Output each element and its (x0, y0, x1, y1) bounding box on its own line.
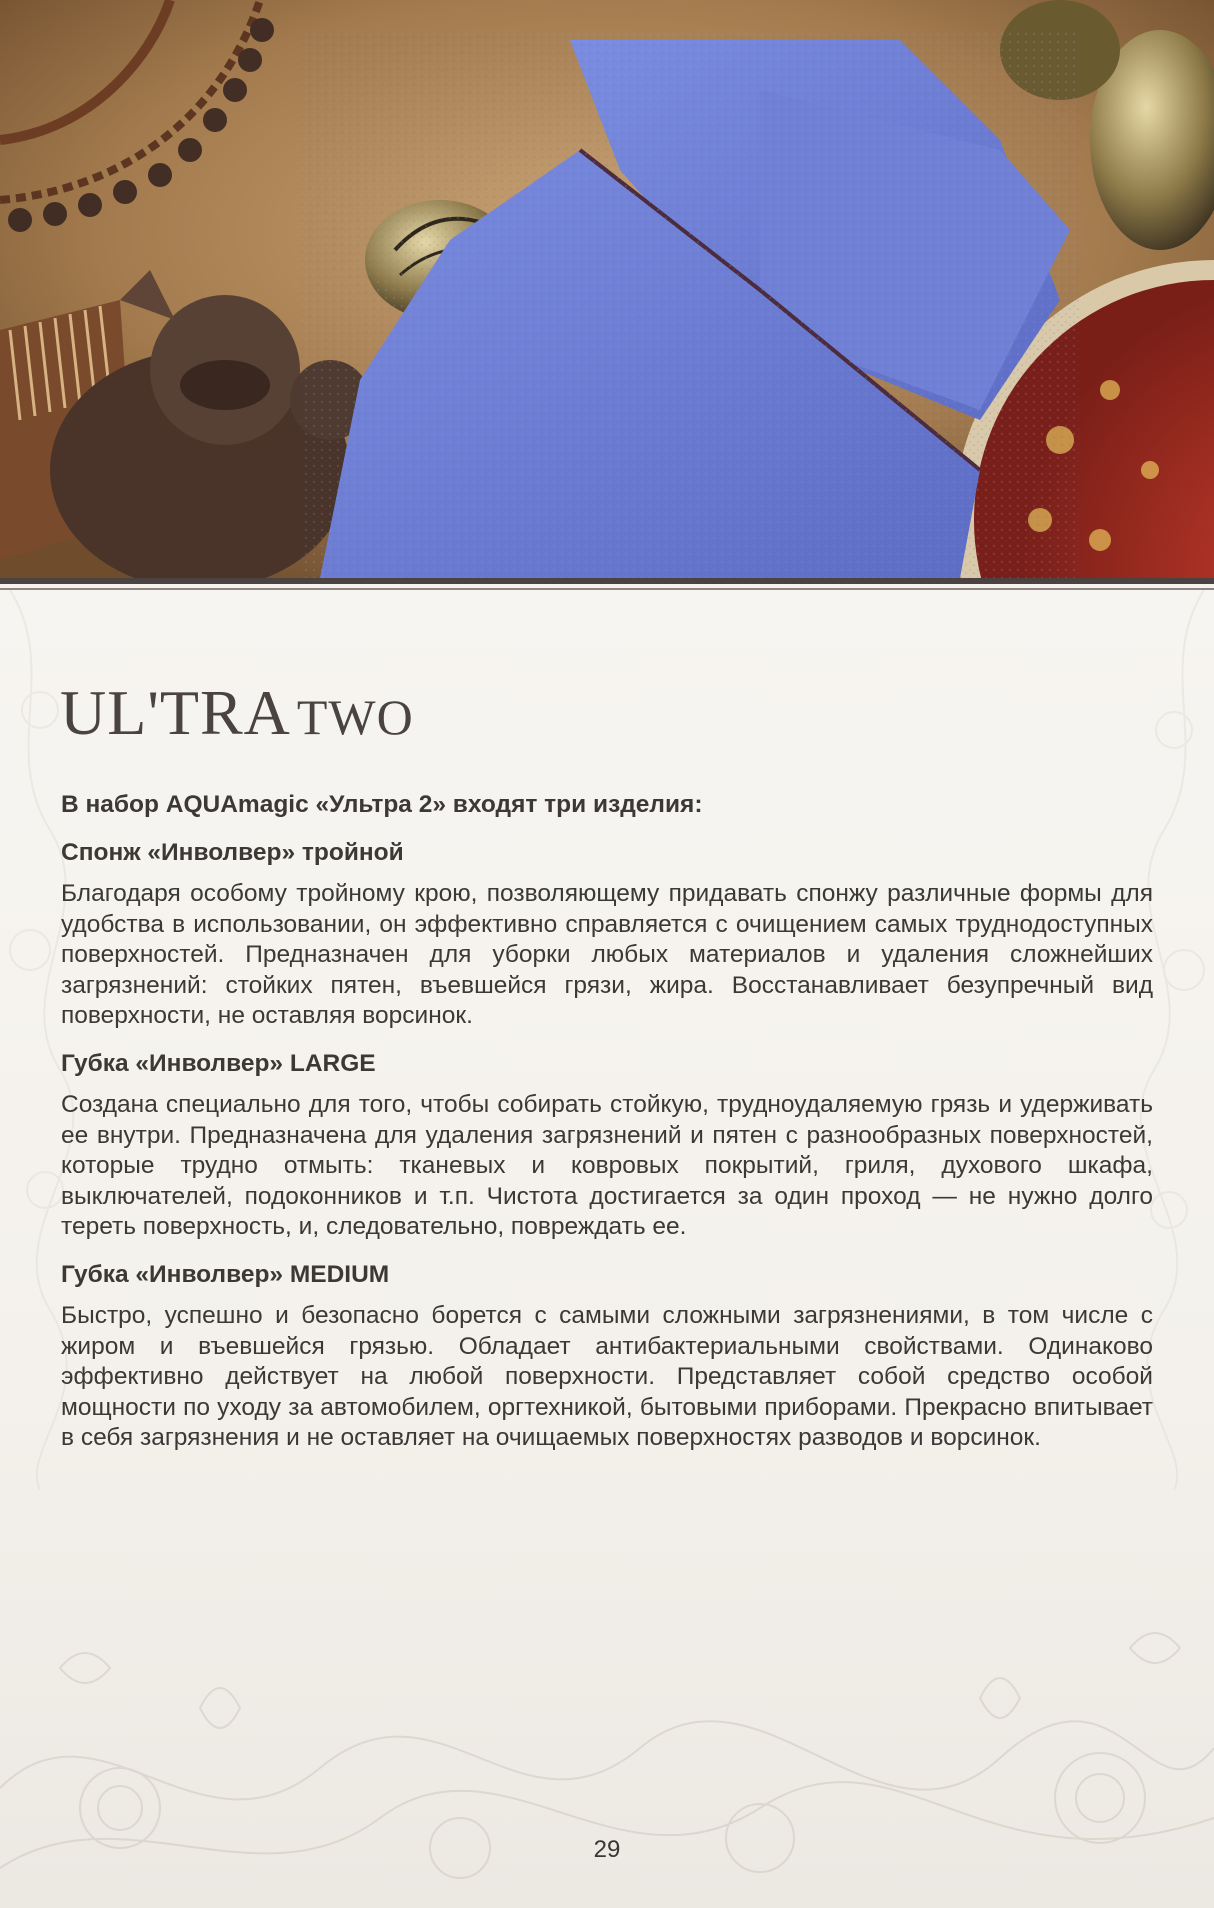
section-heading: Спонж «Инволвер» тройной (61, 838, 404, 866)
blue-sponge (300, 30, 1080, 578)
page-title (60, 676, 414, 750)
article-content (61, 790, 1153, 1471)
section-heading: Губка «Инволвер» MEDIUM (61, 1260, 390, 1288)
title-main: UL'TRA (60, 677, 291, 748)
hero-photo (0, 0, 1214, 578)
section-body: Быстро, успешно и безопасно борется с самыми сложными загрязнениями, в том числе с жиром и въевшейся грязью. Обладает антибактериальными свойствами. Одинаково эффективно действует на любой поверхности. Представляет собой средство особой мощности по уходу за автомобилем, оргтехникой, бытовыми приборами. Прекрасно впитывает в себя загрязнения и не оставляет на очищаемых поверхностях разводов и ворсинок. (61, 1302, 1153, 1451)
section-heading: Губка «Инволвер» LARGE (61, 1049, 376, 1077)
page-number: 29 (593, 1836, 621, 1863)
intro-text: В набор AQUAmagic «Ультра 2» входят три изделия: (61, 791, 703, 818)
section-body: Благодаря особому тройному крою, позволяющему придавать спонжу различные формы для удобства в использовании, он эффективно справляется с очищением самых труднодоступных поверхностей. Предназначен для уборки любых материалов и удаления сложнейших загрязнений: стойких пятен, въевшейся грязи, жира. Восстанавливает безупречный вид поверхности, не оставляя ворсинок. (61, 880, 1153, 1029)
header-divider (0, 578, 1214, 584)
section-body: Создана специально для того, чтобы собирать стойкую, трудноудаляемую грязь и удерживать ее внутри. Предназначена для удаления загрязнений и пятен с разнообразных поверхностей, которые трудно отмыть: тканевых и ковровых покрытий, гриля, духового шкафа, выключателей, подоконников и т.п. Чистота достигается за один проход — не нужно долго тереть поверхность, и, следовательно, повреждать ее. (61, 1091, 1153, 1240)
title-sub: TWO (296, 689, 414, 745)
